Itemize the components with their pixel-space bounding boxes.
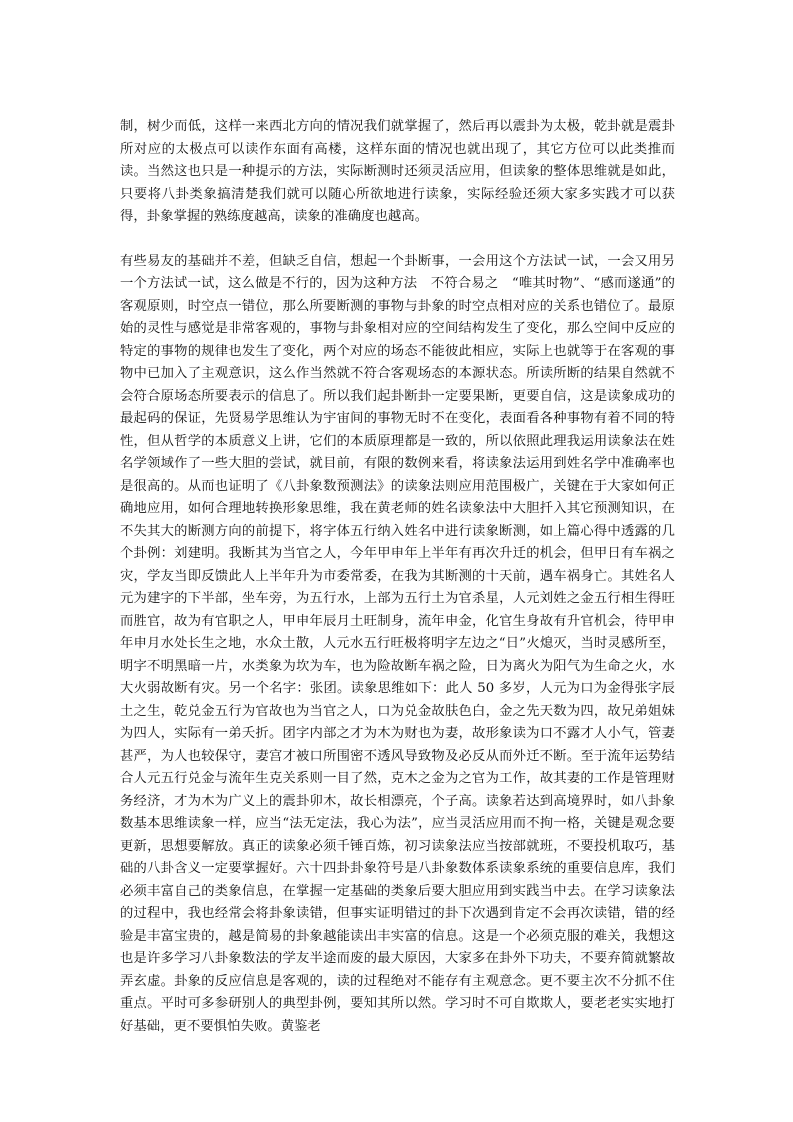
- paragraph-2: 有些易友的基础并不差，但缺乏自信，想起一个卦断事，一会用这个方法试一试，一会又用另一个方法试一试，这么做是不行的，因为这种方法 不符合易之 “唯其时物”、“感而遂通”的客观原则，时空点一错位，那么所要断测的事物与卦象的时空点相对应的关系也错位了。最原始的灵性与感觉是非常客观的，事物与卦象相对应的空间结构发生了变化，那么空间中反应的特定的事物的规律也发生了变化，两个对应的场态不能彼此相应，实际上也就等于在客观的事物中已加入了主观意识，这么作当然就不符合客观场态的本源状态。所读所断的结果自然就不会符合原场态所要表示的信息了。所以我们起卦断卦一定要果断，更要自信，这是读象成功的最起码的保证，先贤易学思维认为宇宙间的事物无时不在变化，表面看各种事物有着不同的特性，但从哲学的本质意义上讲，它们的本质原理都是一致的，所以依照此理我运用读象法在姓名学领域作了一些大胆的尝试，就目前，有限的数例来看，将读象法运用到姓名学中准确率也是很高的。从而也证明了《八卦象数预测法》的读象法则应用范围极广，关键在于大家如何正确地应用，如何合理地转换形象思维，我在黄老师的姓名读象法中大胆扦入其它预测知识，在不失其大的断测方向的前提下，将字体五行纳入姓名中进行读象断测，如上篇心得中透露的几个卦例：刘建明。我断其为当官之人，今年甲申年上半年有再次升迁的机会，但甲日有车祸之灾，学友当即反馈此人上半年升为市委常委，在我为其断测的十天前，遇车祸身亡。其姓名人元为建字的下半部，坐车旁，为五行水，上部为五行土为官杀星，人元刘姓之金五行相生得旺而胜官，故为有官职之人，甲申年辰月土旺制身，流年申金，化官生身故有升官机会，待甲申年申月水处长生之地，水众土散，人元水五行旺极将明字左边之“日”火熄灭，当时灵感所至，明字不明黑暗一片，水类象为坎为车，也为险故断车祸之险，日为离火为阳气为生命之火，水大火弱故断有灾。另一个名字：张团。读象思维如下：此人 50 多岁，人元为口为金得张字辰土之生，乾兑金五行为官故也为当官之人，口为兑金故肤色白，金之先天数为四，故兄弟姐妹为四人，实际有一弟夭折。团字内部之才为木为财也为妻，故形象读为口不露才人小气，管妻甚严，为人也较保守，妻宫才被口所围密不透风导致物及必反从而外迁不断。至于流年运势结合人元五行兑金与流年生克关系则一目了然，克木之金为之官为工作，故其妻的工作是管理财务经济，才为木为广义上的震卦卯木，故长相漂亮，个子高。读象若达到高境界时，如八卦象数基本思维读象一样，应当“法无定法，我心为法”，应当灵活应用而不拘一格，关键是观念要更新，思想要解放。真正的读象必须千锤百炼，初习读象法应当按部就班，不要投机取巧，基础的八卦含义一定要掌握好。六十四卦卦象符号是八卦象数体系读象系统的重要信息库，我们必须丰富自己的类象信息，在掌握一定基础的类象后要大胆应用到实践当中去。在学习读象法的过程中，我也经常会将卦象读错，但事实证明错过的卦下次遇到肯定不会再次读错，错的经验是丰富宝贵的，越是简易的卦象越能读出丰实富的信息。这是一个必须克服的难关，我想这也是许多学习八卦象数法的学友半途而废的最大原因，大家多在卦外下功夫，不要弃简就繁故弄玄虚。卦象的反应信息是客观的，读的过程绝对不能存有主观意念。更不要主次不分抓不住重点。平时可多参研别人的典型卦例，要知其所以然。学习时不可自欺欺人，要老老实实地打好基础，更不要惧怕失败。黄鉴老: [120, 253, 675, 1034]
- paragraph-1: 制，树少而低，这样一来西北方向的情况我们就掌握了，然后再以震卦为太极，乾卦就是震卦所对应的太极点可以读作东面有高楼，这样东面的情况也就出现了，其它方位可以此类推而读。当然这也只是一种提示的方法，实际断测时还须灵活应用，但读象的整体思维就是如此，只要将八卦类象搞清楚我们就可以随心所欲地进行读象，实际经验还须大家多实践才可以获得，卦象掌握的熟练度越高，读象的准确度也越高。: [120, 119, 675, 224]
- paragraph-spacer: [120, 229, 675, 251]
- document-body: [120, 116, 675, 1038]
